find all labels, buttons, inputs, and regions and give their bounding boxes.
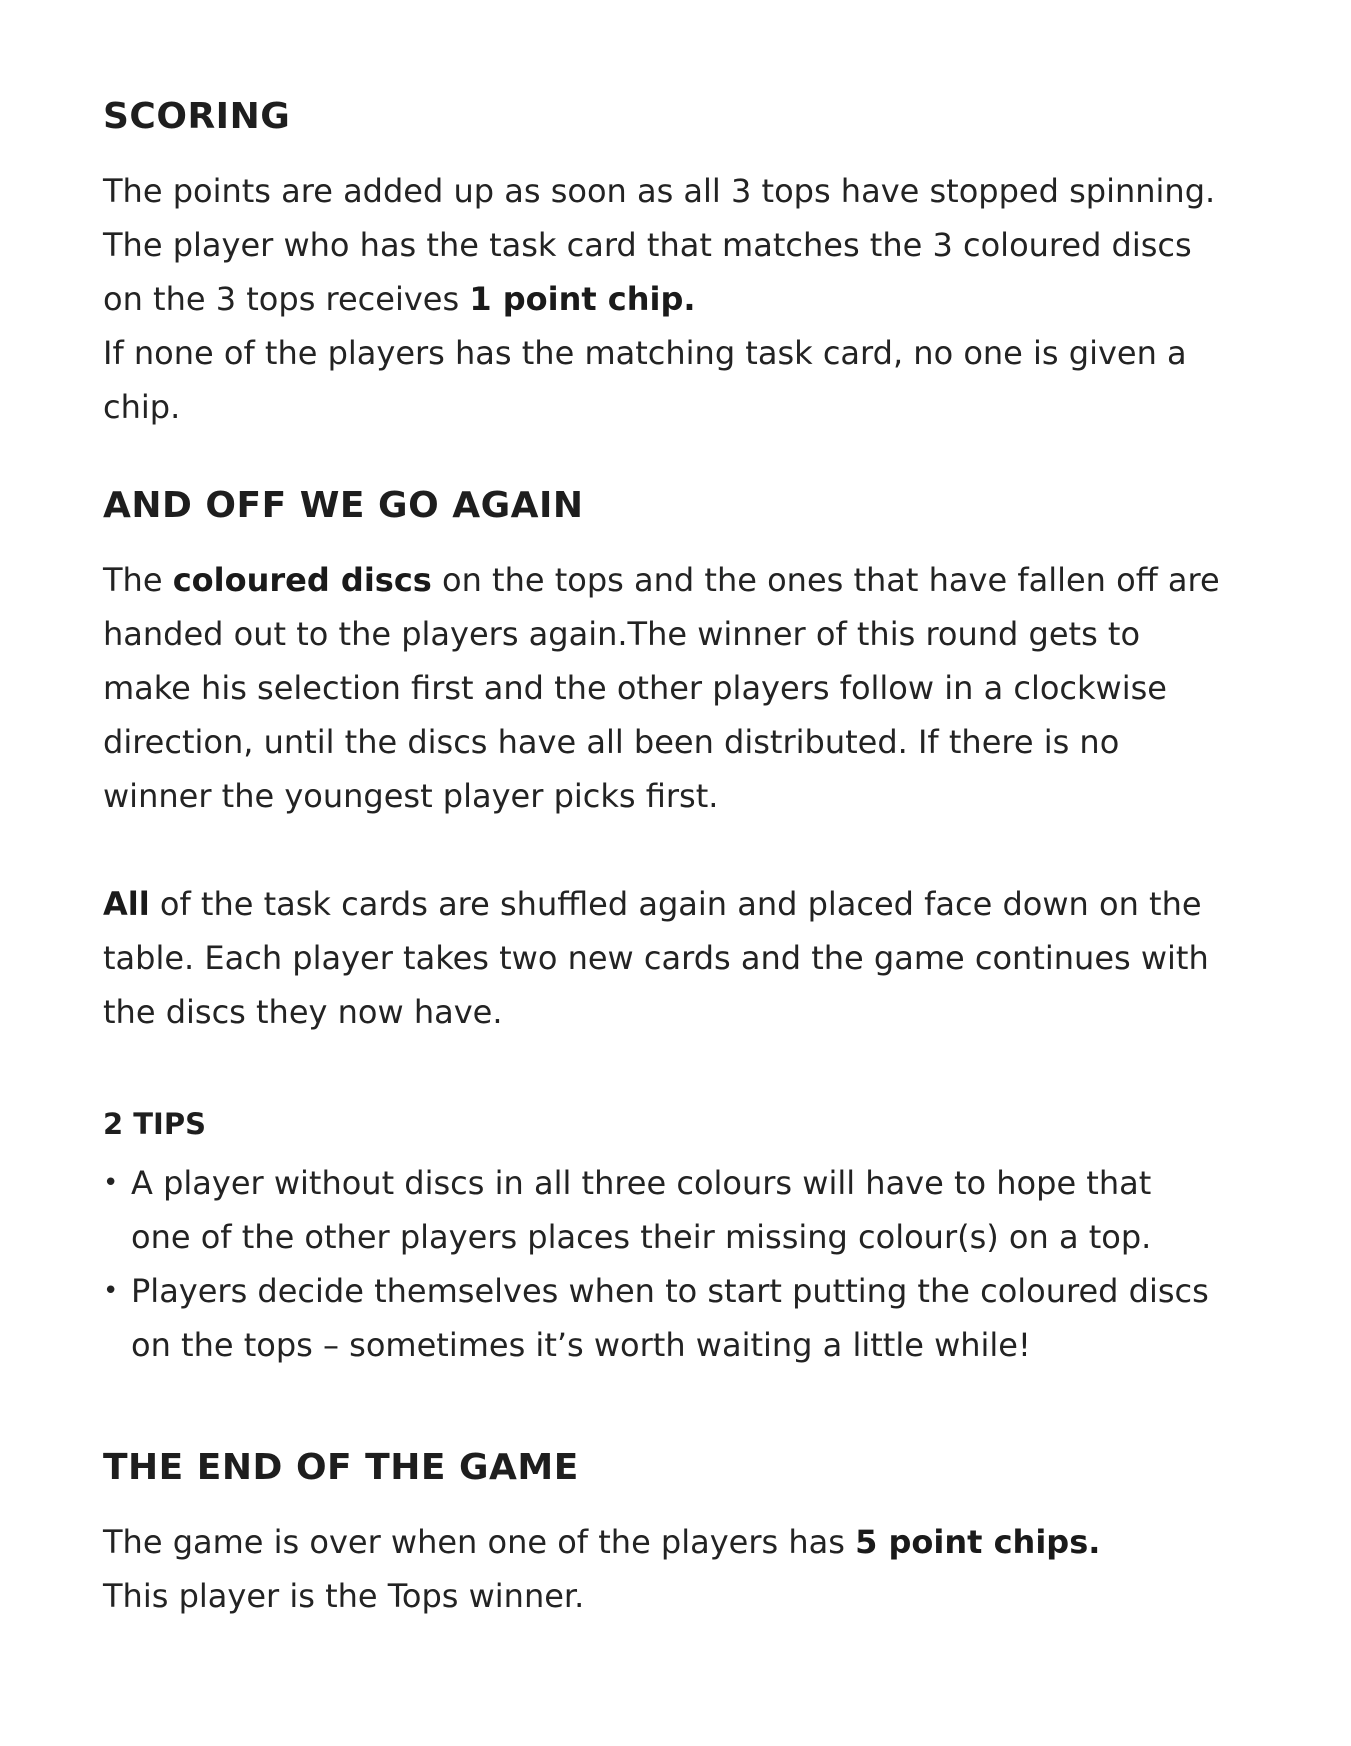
coloured-discs-emphasis: coloured discs: [172, 561, 432, 600]
again-p1-post: on the tops and the ones that have fallen off are: [431, 561, 1220, 600]
section-tips: [103, 1107, 1283, 1372]
tips-list: [103, 1156, 1283, 1372]
all-emphasis: All: [103, 885, 150, 924]
scoring-line-1: The points are added up as soon as all 3 tops have stopped spinning.: [103, 172, 1216, 211]
scoring-line-5: chip.: [103, 388, 181, 427]
again-p1-pre: The: [103, 561, 173, 600]
tip-1-line-2: one of the other players places their missing colour(s) on a top.: [131, 1218, 1152, 1257]
scoring-line-3: on the 3 tops receives: [103, 280, 470, 319]
scoring-line-2: The player who has the task card that matches the 3 coloured discs: [103, 226, 1192, 265]
tip-item-2: [103, 1264, 1283, 1372]
scoring-paragraph: [103, 164, 1283, 434]
tip-1-line-1: A player without discs in all three colours will have to hope that: [131, 1164, 1152, 1203]
again-paragraph-2: [103, 877, 1283, 1039]
end-line-1-pre: The game is over when one of the players has: [103, 1523, 856, 1562]
again-p2-line-3: the discs they now have.: [103, 993, 503, 1032]
heading-off-we-go-again: AND OFF WE GO AGAIN: [103, 485, 584, 527]
tip-2-line-2: on the tops – sometimes it’s worth waiting a little while!: [131, 1326, 1031, 1365]
heading-scoring: SCORING: [103, 96, 291, 137]
again-p2-line-2: table. Each player takes two new cards and the game continues with: [103, 939, 1209, 978]
again-p1-line-2: handed out to the players again.The winner of this round gets to: [103, 615, 1141, 654]
heading-end-of-game: THE END OF THE GAME: [103, 1447, 579, 1489]
rules-page: [103, 95, 1283, 1623]
section-off-we-go-again: [103, 484, 1283, 1039]
tip-2-line-1: Players decide themselves when to start putting the coloured discs: [131, 1272, 1209, 1311]
heading-tips: 2 TIPS: [103, 1107, 206, 1142]
again-p1-line-3: make his selection first and the other players follow in a clockwise: [103, 669, 1167, 708]
again-paragraph-1: [103, 553, 1283, 823]
end-line-2: This player is the Tops winner.: [103, 1577, 585, 1616]
tip-item-1: [103, 1156, 1283, 1264]
five-point-chips-emphasis: 5 point chips.: [855, 1523, 1101, 1562]
section-scoring: [103, 95, 1283, 434]
bullet-icon: •: [103, 1276, 119, 1307]
again-p1-line-4: direction, until the discs have all been distributed. If there is no: [103, 723, 1120, 762]
section-end-of-game: [103, 1446, 1283, 1623]
scoring-line-4: If none of the players has the matching task card, no one is given a: [103, 334, 1187, 373]
again-p1-line-5: winner the youngest player picks first.: [103, 777, 719, 816]
bullet-icon: •: [103, 1168, 119, 1199]
point-chip-emphasis: 1 point chip.: [469, 280, 696, 319]
again-p2-post: of the task cards are shuffled again and placed face down on the: [149, 885, 1202, 924]
end-paragraph: [103, 1515, 1283, 1623]
